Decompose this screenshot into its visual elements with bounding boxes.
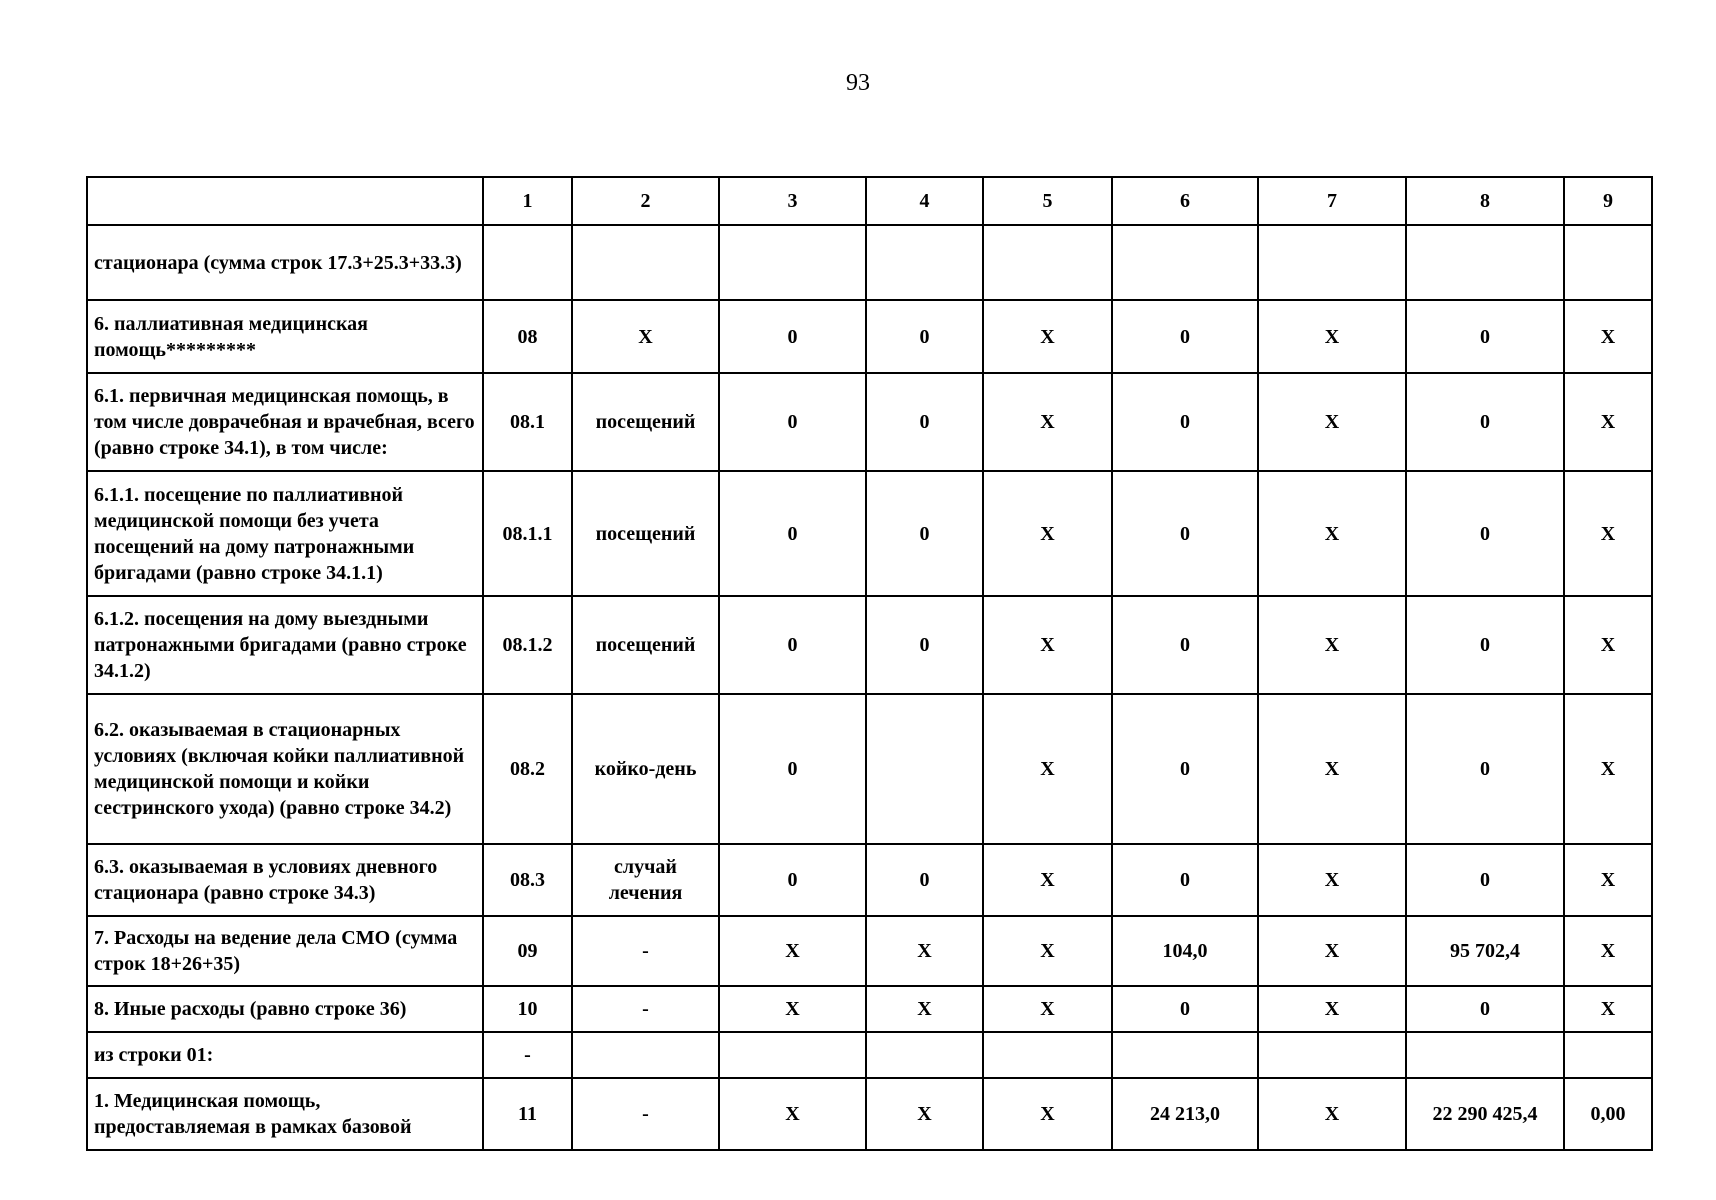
table-cell: 0: [1406, 986, 1564, 1032]
table-row: [87, 373, 1652, 471]
table-cell: [1258, 225, 1406, 300]
table-cell: Х: [572, 300, 719, 373]
table-cell: Х: [1564, 373, 1652, 471]
table-cell: 2: [572, 177, 719, 225]
table-cell: Х: [1564, 986, 1652, 1032]
table-cell: 0: [1112, 471, 1258, 596]
table-cell: 08.2: [483, 694, 572, 844]
table-header-row: [87, 177, 1652, 225]
row-label-cell: стационара (сумма строк 17.3+25.3+33.3): [87, 225, 483, 300]
table-cell: [1112, 225, 1258, 300]
table-cell: 7: [1258, 177, 1406, 225]
table-cell: Х: [1258, 1078, 1406, 1150]
row-label-cell: 8. Иные расходы (равно строке 36): [87, 986, 483, 1032]
row-label-cell: 6.1.2. посещения на дому выездными патронажными бригадами (равно строке 34.1.2): [87, 596, 483, 694]
table-cell: 24 213,0: [1112, 1078, 1258, 1150]
table-cell: Х: [866, 1078, 983, 1150]
table-cell: Х: [983, 916, 1112, 986]
page-number: 93: [846, 70, 870, 96]
table-cell: Х: [983, 596, 1112, 694]
row-label-cell: 6.1. первичная медицинская помощь, в том числе доврачебная и врачебная, всего (равно строке 34.1), в том числе:: [87, 373, 483, 471]
row-label-cell: 6. паллиативная медицинская помощь*********: [87, 300, 483, 373]
table-cell: Х: [1564, 916, 1652, 986]
row-label-cell: 6.3. оказываемая в условиях дневного стационара (равно строке 34.3): [87, 844, 483, 916]
table-cell: Х: [1564, 300, 1652, 373]
table-cell: Х: [983, 373, 1112, 471]
table-cell: 1: [483, 177, 572, 225]
table-cell: 08: [483, 300, 572, 373]
table-cell: [719, 225, 866, 300]
table-cell: 22 290 425,4: [1406, 1078, 1564, 1150]
table-cell: 0: [719, 471, 866, 596]
data-table: [86, 176, 1653, 1151]
table-cell: 0: [719, 596, 866, 694]
table-cell: 0: [1112, 844, 1258, 916]
table-cell: 4: [866, 177, 983, 225]
row-label-cell: 6.2. оказываемая в стационарных условиях (включая койки паллиативной медицинской помощи и койки сестринского ухода) (равно строке 34.2): [87, 694, 483, 844]
table-cell: 08.3: [483, 844, 572, 916]
table-cell: Х: [1258, 844, 1406, 916]
table-cell: [1564, 1032, 1652, 1078]
table-cell: Х: [983, 986, 1112, 1032]
row-label-cell: 1. Медицинская помощь, предоставляемая в рамках базовой: [87, 1078, 483, 1150]
table-cell: 0: [1406, 300, 1564, 373]
table-cell: 08.1: [483, 373, 572, 471]
table-cell: [983, 225, 1112, 300]
table-cell: Х: [719, 916, 866, 986]
table-cell: Х: [866, 916, 983, 986]
table-row: [87, 916, 1652, 986]
table-cell: 5: [983, 177, 1112, 225]
table-cell: 0: [866, 596, 983, 694]
row-label-cell: из строки 01:: [87, 1032, 483, 1078]
table-row: [87, 1032, 1652, 1078]
table-row: [87, 300, 1652, 373]
table-cell: [866, 225, 983, 300]
table-cell: 0: [1406, 844, 1564, 916]
table-cell: 3: [719, 177, 866, 225]
table-cell: Х: [983, 694, 1112, 844]
table-cell: -: [572, 1078, 719, 1150]
table-cell: [719, 1032, 866, 1078]
row-label-cell: 6.1.1. посещение по паллиативной медицинской помощи без учета посещений на дому патронажными бригадами (равно строке 34.1.1): [87, 471, 483, 596]
table-cell: 08.1.2: [483, 596, 572, 694]
table-cell: Х: [1564, 694, 1652, 844]
table-cell: Х: [1258, 373, 1406, 471]
row-label-cell: 7. Расходы на ведение дела СМО (сумма строк 18+26+35): [87, 916, 483, 986]
table-cell: Х: [983, 471, 1112, 596]
table-cell: 104,0: [1112, 916, 1258, 986]
table-cell: -: [572, 916, 719, 986]
table-cell: Х: [1564, 844, 1652, 916]
table-cell: 10: [483, 986, 572, 1032]
table-cell: Х: [1258, 471, 1406, 596]
table-cell: Х: [1258, 986, 1406, 1032]
table-cell: Х: [719, 1078, 866, 1150]
table-cell: [572, 1032, 719, 1078]
table-cell: Х: [983, 844, 1112, 916]
table-cell: Х: [983, 300, 1112, 373]
table-cell: посещений: [572, 596, 719, 694]
table-row: [87, 1078, 1652, 1150]
table-cell: 0: [1406, 471, 1564, 596]
table-cell: [866, 694, 983, 844]
table-cell: -: [572, 986, 719, 1032]
table-cell: Х: [1258, 694, 1406, 844]
table-cell: 0: [866, 471, 983, 596]
table-cell: [1112, 1032, 1258, 1078]
table-row: [87, 986, 1652, 1032]
table-cell: 0: [719, 694, 866, 844]
table-cell: -: [483, 1032, 572, 1078]
table-cell: [1258, 1032, 1406, 1078]
table-cell: посещений: [572, 471, 719, 596]
table-row: [87, 844, 1652, 916]
table-cell: [1406, 225, 1564, 300]
table-cell: [483, 225, 572, 300]
table-row: [87, 694, 1652, 844]
table-cell: койко-день: [572, 694, 719, 844]
table-cell: 08.1.1: [483, 471, 572, 596]
table-cell: 0: [866, 373, 983, 471]
table-cell: Х: [719, 986, 866, 1032]
table-cell: [572, 225, 719, 300]
table-cell: 8: [1406, 177, 1564, 225]
table-cell: 0: [866, 300, 983, 373]
row-label-cell: [87, 177, 483, 225]
table-row: [87, 225, 1652, 300]
table-cell: случай лечения: [572, 844, 719, 916]
table-cell: 0,00: [1564, 1078, 1652, 1150]
table-row: [87, 596, 1652, 694]
table-cell: 0: [719, 373, 866, 471]
table-cell: 09: [483, 916, 572, 986]
table-cell: 0: [719, 844, 866, 916]
table-cell: 0: [1406, 373, 1564, 471]
table-cell: 0: [1112, 596, 1258, 694]
table-cell: [1564, 225, 1652, 300]
table-row: [87, 471, 1652, 596]
table-cell: 0: [719, 300, 866, 373]
table-cell: 0: [1112, 986, 1258, 1032]
table-cell: посещений: [572, 373, 719, 471]
table-cell: 0: [1406, 694, 1564, 844]
table-cell: 9: [1564, 177, 1652, 225]
table-cell: [866, 1032, 983, 1078]
table-cell: 0: [1406, 596, 1564, 694]
table-cell: [1406, 1032, 1564, 1078]
table-cell: 95 702,4: [1406, 916, 1564, 986]
table-cell: 0: [1112, 694, 1258, 844]
table-cell: Х: [1258, 596, 1406, 694]
table-cell: 6: [1112, 177, 1258, 225]
table-cell: 0: [866, 844, 983, 916]
table-cell: Х: [983, 1078, 1112, 1150]
table-cell: Х: [866, 986, 983, 1032]
table-cell: Х: [1564, 596, 1652, 694]
table-cell: 0: [1112, 373, 1258, 471]
table-cell: [983, 1032, 1112, 1078]
table-cell: Х: [1258, 300, 1406, 373]
table-cell: 11: [483, 1078, 572, 1150]
table-cell: Х: [1564, 471, 1652, 596]
table-cell: Х: [1258, 916, 1406, 986]
table-cell: 0: [1112, 300, 1258, 373]
